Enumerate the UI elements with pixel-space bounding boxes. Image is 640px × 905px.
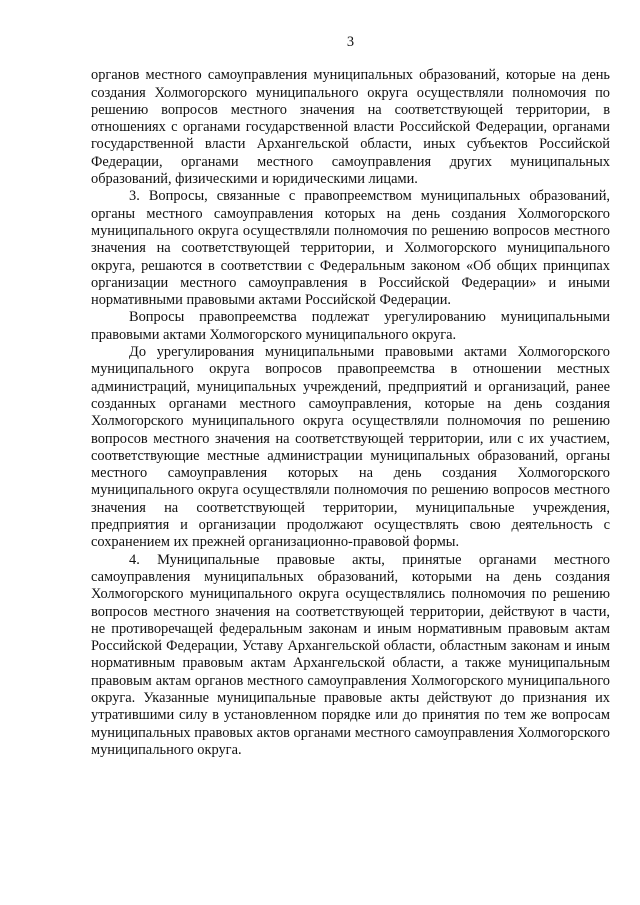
page-number: 3	[346, 34, 355, 50]
paragraph: До урегулирования муниципальными правовыми актами Холмогорского муниципального округа вопросов правопреемства в отношении местных администраций, муниципальных учреждений, предприятий и организаций, ранее созданных органами местного самоуправления, которые на день создания Холмогорского муниципального округа осуществляли полномочия по решению вопросов местного значения на соответствующей территории, или с их участием, соответствующие местные администрации муниципальных образований, органы местного самоуправления которых на день создания Холмогорского муниципального округа осуществляли полномочия по решению вопросов местного значения на соответствующей территории, муниципальные учреждения, предприятия и организации продолжают осуществлять свою деятельность с сохранением их прежней организационно-правовой формы.	[91, 344, 610, 551]
paragraph: 3. Вопросы, связанные с правопреемством муниципальных образований, органы местного самоуправления которых на день создания Холмогорского муниципального округа осуществляли полномочия по решению вопросов местного значения на соответствующей территории, и Холмогорского муниципального округа, решаются в соответствии с Федеральным законом «Об общих принципах организации местного самоуправления в Российской Федерации» и иными нормативными правовыми актами Российской Федерации.	[91, 188, 610, 309]
paragraph: Вопросы правопреемства подлежат урегулированию муниципальными правовыми актами Холмогорского муниципального округа.	[91, 309, 610, 343]
paragraph: органов местного самоуправления муниципальных образований, которые на день создания Холмогорского муниципального округа осуществляли полномочия по решению вопросов местного значения на соответствующей территории, в отношениях с органами государственной власти Российской Федерации, органами государственной власти Архангельской области, иных субъектов Российской Федерации, органами местного самоуправления других муниципальных образований, физическими и юридическими лицами.	[91, 67, 610, 188]
document-page	[91, 34, 610, 759]
paragraph: 4. Муниципальные правовые акты, принятые органами местного самоуправления муниципальных образований, которыми на день создания Холмогорского муниципального округа осуществлялись полномочия по решению вопросов местного значения на соответствующей территории, действуют в части, не противоречащей федеральным законам и иным нормативным правовым актам Российской Федерации, Уставу Архангельской области, областным законам и иным нормативным правовым актам Архангельской области, а также муниципальным правовым актам органов местного самоуправления Холмогорского муниципального округа. Указанные муниципальные правовые акты действуют до признания их утратившими силу в установленном порядке или до принятия по тем же вопросам муниципальных правовых актов органами местного самоуправления Холмогорского муниципального округа.	[91, 551, 610, 758]
document-body	[91, 67, 610, 759]
